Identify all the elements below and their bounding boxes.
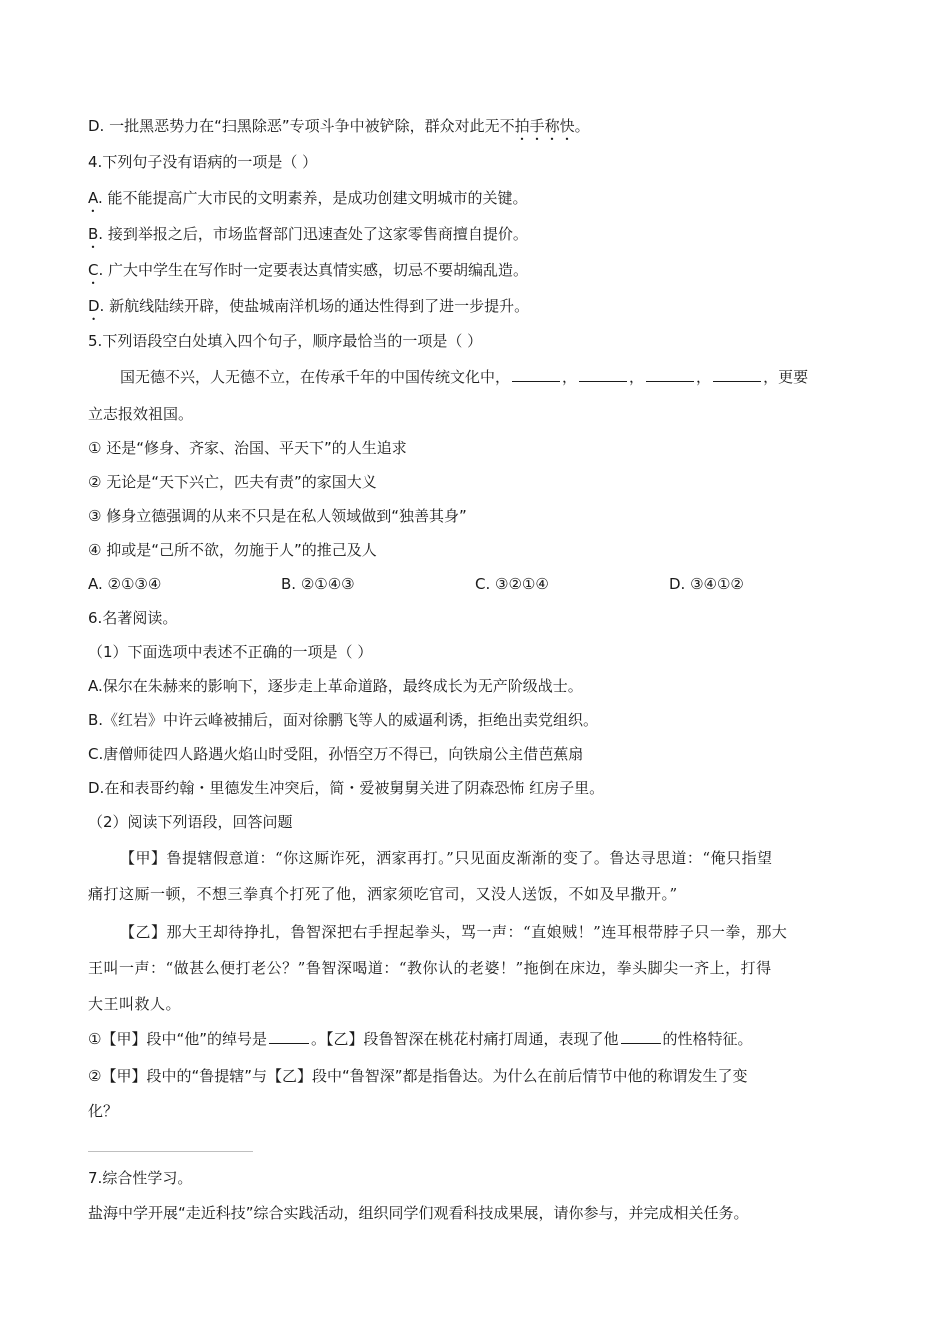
q5-choice-a[interactable]: A. ②①③④ [88, 575, 162, 593]
q6-title [88, 608, 177, 628]
q4-option-text: 能不能提高广大市民的文明素养，是成功创建文明城市的关键。 [102, 189, 528, 207]
q6-passage-yi-line2: 王叫一声：“做甚么便打老公？”鲁智深喝道：“教你认的老婆！”拖倒在床边，拳头脚尖一齐上，打得 [88, 959, 772, 977]
q6-question-1-text: ①【甲】段中“他”的绰号是 [88, 1030, 267, 1048]
q6-number: 6. [88, 609, 103, 627]
q5-sentence-3: ③ 修身立德强调的从来不只是在私人领域做到“独善其身” [88, 507, 467, 525]
q4-stem-text: 下列句子没有语病的一项是（ ） [102, 153, 318, 171]
q6-passage-yi-line1: 【乙】那大王却待挣扎，鲁智深把右手捏起拳头，骂一声：“直娘贼！”连耳根带脖子只一拳，那大 [120, 923, 788, 941]
q4-option-letter: D. [88, 297, 105, 315]
section-divider [88, 1151, 253, 1152]
q6-part2-stem: （2）阅读下列语段，回答问题 [88, 813, 293, 831]
q3-option-d-dotted: 拍手称快 [514, 117, 575, 135]
answer-blank[interactable] [512, 367, 560, 382]
q4-option-b [88, 224, 528, 252]
q5-number: 5. [88, 332, 103, 350]
q3-option-d-end: 。 [574, 117, 590, 135]
answer-blank[interactable] [713, 367, 761, 382]
q5-stem-text: 下列语段空白处填入四个句子，顺序最恰当的一项是（ ） [102, 332, 483, 350]
q5-sentence-2: ② 无论是“天下兴亡，匹夫有责”的家国大义 [88, 473, 377, 491]
q4-option-d [88, 296, 529, 324]
q4-option-c [88, 260, 528, 288]
q5-passage-text: ，更要 [763, 368, 809, 386]
q6-part1-option-b: B.《红岩》中许云峰被捕后，面对徐鹏飞等人的威逼利诱，拒绝出卖党组织。 [88, 711, 599, 729]
answer-blank[interactable] [579, 367, 627, 382]
q6-title-text: 名著阅读。 [102, 609, 178, 627]
q3-option-d-text: D. 一批黑恶势力在“扫黑除恶”专项斗争中被铲除，群众对此无不 [88, 117, 515, 135]
q6-part1-option-d: D.在和表哥约翰・里德发生冲突后，简・爱被舅舅关进了阴森恐怖 红房子里。 [88, 779, 605, 797]
q6-part1-stem: （1）下面选项中表述不正确的一项是（ ） [88, 643, 373, 661]
q4-stem [88, 152, 317, 172]
q6-part1-option-c: C.唐僧师徒四人路遇火焰山时受阻，孙悟空万不得已，向铁扇公主借芭蕉扇 [88, 745, 584, 763]
q6-part1-option-a: A.保尔在朱赫来的影响下，逐步走上革命道路，最终成长为无产阶级战士。 [88, 677, 583, 695]
q6-question-2-line2: 化？ [88, 1102, 119, 1120]
q4-option-a [88, 188, 528, 216]
q5-passage-line1 [120, 367, 808, 387]
answer-blank[interactable] [269, 1029, 309, 1044]
q6-passage-jia-line1: 【甲】鲁提辖假意道：“你这厮诈死，洒家再打。”只见面皮渐渐的变了。鲁达寻思道：“俺只指望 [120, 849, 773, 867]
q4-option-letter: B. [88, 225, 104, 243]
q5-separator: ， [562, 368, 578, 386]
q6-question-1-text: 的性格特征。 [662, 1030, 753, 1048]
answer-blank[interactable] [646, 367, 694, 382]
q5-separator: ， [696, 368, 712, 386]
q5-choice-d[interactable]: D. ③④①② [669, 575, 744, 593]
q6-passage-jia-line2: 痛打这厮一顿，不想三拳真个打死了他，洒家须吃官司，又没人送饭，不如及早撒开。” [88, 885, 678, 903]
q7-intro: 盐海中学开展“走近科技”综合实践活动，组织同学们观看科技成果展，请你参与，并完成相关任务。 [88, 1204, 749, 1222]
q5-stem [88, 331, 482, 351]
q7-number: 7. [88, 1169, 103, 1187]
q4-option-text: 接到举报之后，市场监督部门迅速查处了这家零售商擅自提价。 [103, 225, 528, 243]
q7-title-text: 综合性学习。 [102, 1169, 193, 1187]
q6-question-1-text: 。【乙】段鲁智深在桃花村痛打周通，表现了他 [311, 1030, 619, 1048]
q5-separator: ， [629, 368, 645, 386]
q4-option-letter: A. [88, 189, 103, 207]
q6-question-1 [88, 1029, 753, 1049]
q5-passage-text: 国无德不兴，人无德不立，在传承千年的中国传统文化中， [120, 368, 511, 386]
q4-number: 4. [88, 153, 103, 171]
q3-option-d [88, 116, 590, 144]
q7-title [88, 1168, 192, 1188]
q6-question-2-line1: ②【甲】段中的“鲁提辖”与【乙】段中“鲁智深”都是指鲁达。为什么在前后情节中他的称谓发生了变 [88, 1067, 748, 1085]
q5-sentence-1: ① 还是“修身、齐家、治国、平天下”的人生追求 [88, 439, 407, 457]
q5-choice-c[interactable]: C. ③②①④ [475, 575, 549, 593]
q6-passage-yi-line3: 大王叫救人。 [88, 995, 182, 1013]
answer-blank[interactable] [621, 1029, 661, 1044]
q4-option-text: 广大中学生在写作时一定要表达真情实感，切忌不要胡编乱造。 [103, 261, 529, 279]
q4-option-letter: C. [88, 261, 104, 279]
q4-option-text: 新航线陆续开辟，使盐城南洋机场的通达性得到了进一步提升。 [104, 297, 530, 315]
q5-passage-line2: 立志报效祖国。 [88, 405, 194, 423]
q5-choice-b[interactable]: B. ②①④③ [281, 575, 355, 593]
q5-sentence-4: ④ 抑或是“己所不欲，勿施于人”的推己及人 [88, 541, 377, 559]
